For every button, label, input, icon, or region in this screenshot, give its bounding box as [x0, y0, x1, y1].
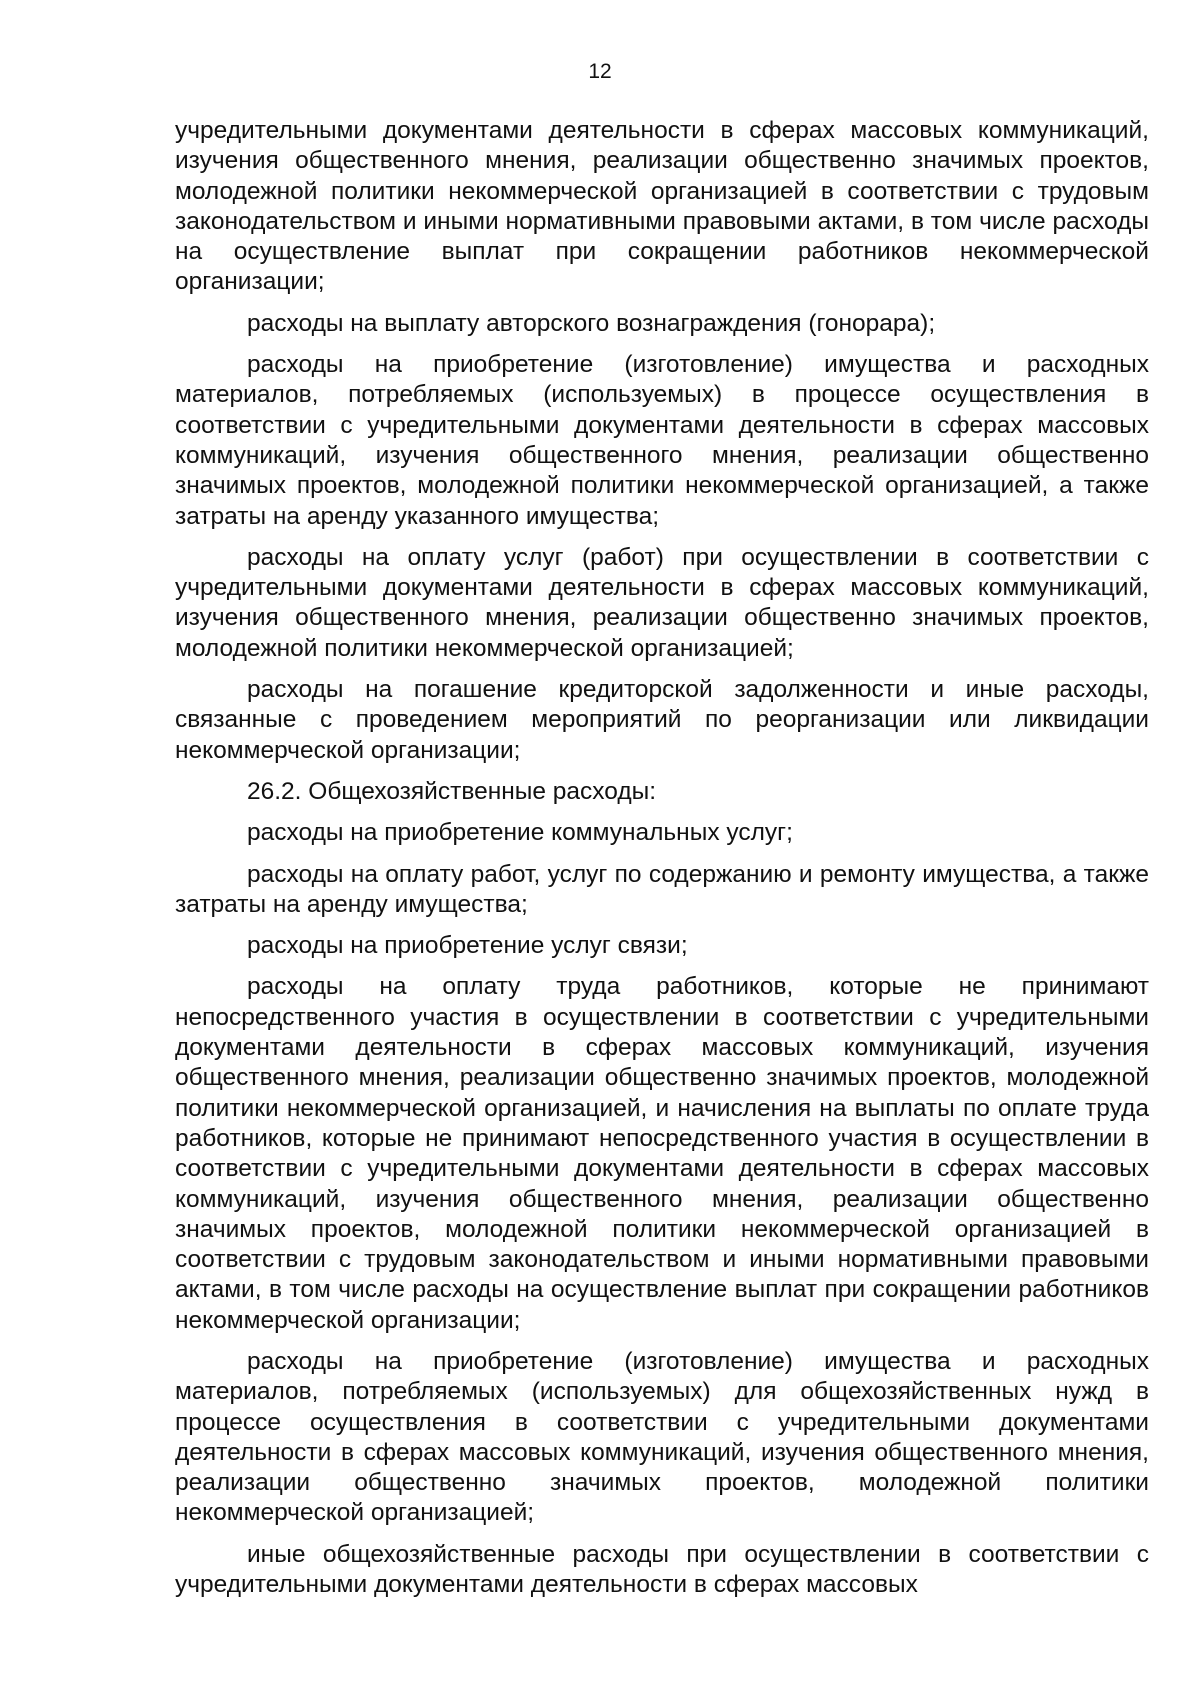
paragraph: учредительными документами деятельности в сферах массовых коммуникаций, изучения общественного мнения, реализации общественно значимых проектов, молодежной политики некоммерческой организацией в соответствии с трудовым законодательством и иными нормативными правовыми актами, в том числе расходы на осуществление выплат при сокращении работников некоммерческой организации; — [175, 117, 1149, 296]
section-heading: 26.2. Общехозяйственные расходы: — [247, 777, 657, 805]
paragraph: иные общехозяйственные расходы при осуществлении в соответствии с учредительными документами деятельности в сферах массовых — [175, 1540, 1149, 1599]
paragraph: расходы на оплату услуг (работ) при осуществлении в соответствии с учредительными документами деятельности в сферах массовых коммуникаций, изучения общественного мнения, реализации общественно значимых проектов, молодежной политики некоммерческой организацией; — [175, 543, 1149, 662]
page-number: 12 — [588, 60, 612, 83]
paragraph: расходы на выплату авторского вознаграждения (гонорара); — [247, 309, 936, 337]
paragraph: расходы на приобретение услуг связи; — [247, 932, 688, 960]
paragraph: расходы на погашение кредиторской задолженности и иные расходы, связанные с проведением мероприятий по реорганизации или ликвидации некоммерческой организации; — [175, 676, 1149, 764]
paragraph: расходы на оплату труда работников, которые не принимают непосредственного участия в осуществлении в соответствии с учредительными документами деятельности в сферах массовых коммуникаций, изучения общественного мнения, реализации общественно значимых проектов, молодежной политики некоммерческой организацией, и начисления на выплаты по оплате труда работников, которые не принимают непосредственного участия в осуществлении в соответствии с учредительными документами деятельности в сферах массовых коммуникаций, изучения общественного мнения, реализации общественно значимых проектов, молодежной политики некоммерческой организацией в соответствии с трудовым законодательством и иными нормативными правовыми актами, в том числе расходы на осуществление выплат при сокращении работников некоммерческой организации; — [175, 973, 1149, 1334]
paragraph: расходы на оплату работ, услуг по содержанию и ремонту имущества, а также затраты на аренду имущества; — [175, 860, 1149, 918]
paragraph: расходы на приобретение (изготовление) имущества и расходных материалов, потребляемых (используемых) для общехозяйственных нужд в процессе осуществления в соответствии с учредительными документами деятельности в сферах массовых коммуникаций, изучения общественного мнения, реализации общественно значимых проектов, молодежной политики некоммерческой организацией; — [175, 1347, 1149, 1527]
paragraph: расходы на приобретение коммунальных услуг; — [247, 819, 793, 847]
paragraph: расходы на приобретение (изготовление) имущества и расходных материалов, потребляемых (используемых) в процессе осуществления в соответствии с учредительными документами деятельности в сферах массовых коммуникаций, изучения общественного мнения, реализации общественно значимых проектов, молодежной политики некоммерческой организацией, а также затраты на аренду указанного имущества; — [175, 351, 1149, 530]
document-body — [175, 116, 1149, 1611]
